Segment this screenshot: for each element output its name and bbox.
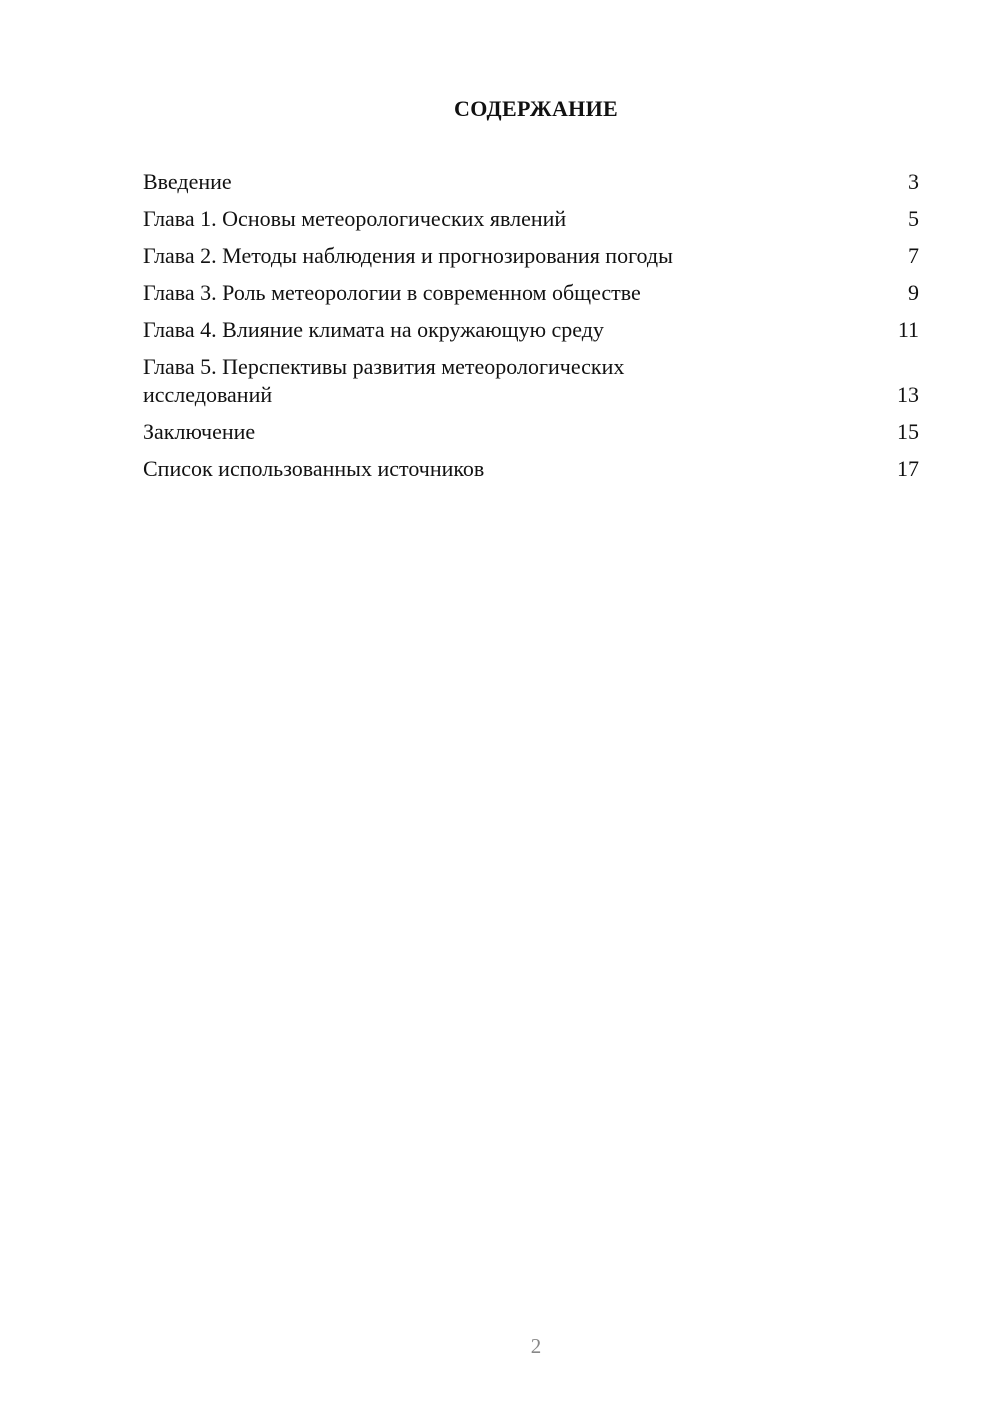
- page-title: СОДЕРЖАНИЕ: [454, 96, 618, 121]
- toc-entry-chapter-5: [143, 353, 919, 409]
- toc-entry-references: [143, 455, 919, 483]
- toc-entry-page: 13: [897, 382, 919, 407]
- toc-entry-label: Глава 5. Перспективы развития метеорологических исследований: [143, 354, 625, 407]
- toc-entry-chapter-4: [143, 316, 919, 344]
- toc-entry-label: Список использованных источников: [143, 456, 485, 481]
- toc-entry-label: Заключение: [143, 419, 256, 444]
- toc-entry-label: Глава 4. Влияние климата на окружающую среду: [143, 317, 604, 342]
- toc-entry-page: 9: [908, 280, 919, 305]
- toc-entry-page: 3: [908, 169, 919, 194]
- toc-entry-chapter-1: [143, 205, 919, 233]
- toc-entry-introduction: [143, 168, 919, 196]
- toc-entry-page: 5: [908, 206, 919, 231]
- toc-entry-page: 17: [897, 456, 919, 481]
- toc-entry-page: 15: [897, 419, 919, 444]
- table-of-contents: [143, 168, 919, 492]
- toc-entry-chapter-3: [143, 279, 919, 307]
- toc-entry-page: 7: [908, 243, 919, 268]
- toc-entry-label: Глава 3. Роль метеорологии в современном обществе: [143, 280, 641, 305]
- toc-entry-conclusion: [143, 418, 919, 446]
- toc-entry-label: Глава 1. Основы метеорологических явлений: [143, 206, 567, 231]
- page-number: 2: [530, 1334, 542, 1358]
- toc-entry-page: 11: [897, 317, 919, 342]
- toc-entry-label: Введение: [143, 169, 232, 194]
- toc-entry-chapter-2: [143, 242, 919, 270]
- toc-entry-label: Глава 2. Методы наблюдения и прогнозирования погоды: [143, 243, 673, 268]
